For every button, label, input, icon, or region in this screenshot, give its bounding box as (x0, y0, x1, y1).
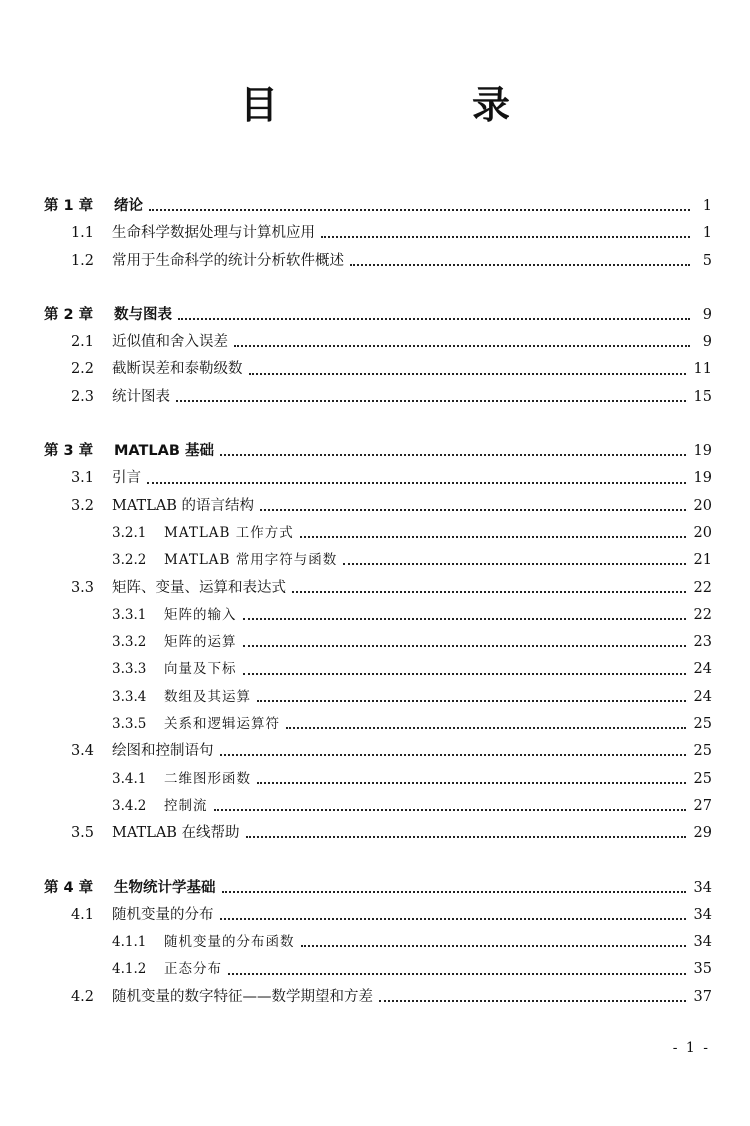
dot-leader (300, 535, 686, 538)
toc-entry-number: 2.3 (70, 388, 94, 405)
dot-leader (350, 263, 690, 266)
dot-leader (220, 917, 686, 920)
toc-entry-page: 9 (702, 334, 712, 351)
toc-entry-page: 15 (693, 388, 712, 405)
dot-leader (301, 944, 686, 947)
toc-entry-title: 常用于生命科学的统计分析软件概述 (112, 252, 344, 269)
toc-entry-number: 3.3.3 (112, 661, 147, 678)
dot-leader (257, 781, 686, 784)
dot-leader (243, 644, 686, 647)
dot-leader (228, 972, 686, 975)
toc-chapter-row[interactable] (0, 193, 750, 220)
toc-entry-title: MATLAB 基础 (114, 443, 214, 460)
toc-entry-title: 生物统计学基础 (114, 879, 216, 896)
section-gap (0, 848, 750, 875)
page-number-footer: - 1 - (672, 1040, 710, 1056)
toc-entry-page: 25 (693, 770, 712, 787)
toc-entry-page: 27 (693, 797, 712, 814)
toc-subsection-row[interactable] (0, 656, 750, 683)
dot-leader (147, 481, 686, 484)
toc-entry-number: 4.2 (70, 988, 94, 1005)
toc-entry-number: 3.4 (70, 743, 94, 760)
toc-entry-title: 引言 (112, 470, 141, 487)
toc-entry-number: 3.3.2 (112, 634, 147, 651)
dot-leader (257, 699, 686, 702)
toc-section-row[interactable] (0, 356, 750, 383)
toc-entry-number: 3.3.4 (112, 688, 147, 705)
toc-section-row[interactable] (0, 820, 750, 847)
toc-entry-number: 4.1 (70, 906, 94, 923)
toc-entry-title: 矩阵、变量、运算和表达式 (112, 579, 286, 596)
toc-entry-title: 截断误差和泰勒级数 (112, 361, 243, 378)
dot-leader (321, 235, 690, 238)
toc-entry-page: 1 (702, 225, 712, 242)
toc-entry-page: 25 (693, 716, 712, 733)
toc-entry-page: 1 (702, 198, 712, 214)
toc-entry-title: 矩阵的输入 (164, 606, 237, 623)
dot-leader (286, 726, 686, 729)
toc-entry-title: 控制流 (164, 797, 208, 814)
toc-entry-title: 随机变量的数字特征——数学期望和方差 (112, 988, 373, 1005)
toc-entry-title: 数组及其运算 (164, 688, 251, 705)
toc-section-row[interactable] (0, 465, 750, 492)
toc-section-row[interactable] (0, 329, 750, 356)
toc-entry-page: 23 (693, 634, 712, 651)
toc-entry-title: 绪论 (114, 198, 143, 214)
section-gap (0, 411, 750, 438)
toc-entry-number: 3.2 (70, 497, 94, 514)
toc-entry-number: 3.4.1 (112, 770, 147, 787)
toc-entry-page: 11 (693, 361, 712, 378)
toc-entry-page: 22 (693, 579, 712, 596)
toc-entry-page: 5 (702, 252, 712, 269)
toc-entry-number: 第 2 章 (44, 306, 94, 323)
toc-entry-number: 1.1 (70, 225, 94, 242)
dot-leader (249, 372, 686, 375)
toc-entry-number: 4.1.2 (112, 961, 147, 978)
toc-section-row[interactable] (0, 384, 750, 411)
dot-leader (243, 617, 686, 620)
toc-entry-number: 1.2 (70, 252, 94, 269)
dot-leader (214, 808, 686, 811)
toc-subsection-row[interactable] (0, 602, 750, 629)
toc-entry-number: 3.3.1 (112, 606, 147, 623)
toc-entry-page: 24 (693, 661, 712, 678)
toc-entry-title: 近似值和舍入误差 (112, 334, 228, 351)
toc-entry-number: 2.1 (70, 334, 94, 351)
toc-entry-title: 统计图表 (112, 388, 170, 405)
toc-section-row[interactable] (0, 575, 750, 602)
toc-entry-title: 生命科学数据处理与计算机应用 (112, 225, 315, 242)
toc-entry-title: 数与图表 (114, 306, 172, 323)
toc-entry-page: 22 (693, 606, 712, 623)
page-title: 目 录 (239, 83, 588, 127)
toc-section-row[interactable] (0, 220, 750, 247)
toc-entry-title: MATLAB 常用字符与函数 (164, 552, 338, 569)
toc-section-row[interactable] (0, 984, 750, 1011)
toc-subsection-row[interactable] (0, 956, 750, 983)
toc-entry-title: 关系和逻辑运算符 (164, 716, 280, 733)
dot-leader (260, 508, 685, 511)
dot-leader (343, 562, 685, 565)
toc-subsection-row[interactable] (0, 929, 750, 956)
toc-entry-number: 3.3.5 (112, 716, 147, 733)
toc-entry-page: 9 (702, 306, 712, 323)
toc-entry-page: 19 (693, 470, 712, 487)
toc-entry-number: 2.2 (70, 361, 94, 378)
toc-subsection-row[interactable] (0, 793, 750, 820)
toc-subsection-row[interactable] (0, 766, 750, 793)
dot-leader (149, 208, 690, 211)
toc-chapter-row[interactable] (0, 438, 750, 465)
toc-entry-page: 20 (693, 497, 712, 514)
toc-subsection-row[interactable] (0, 520, 750, 547)
toc-chapter-row[interactable] (0, 875, 750, 902)
toc-entry-page: 34 (693, 906, 712, 923)
toc-entry-page: 25 (693, 743, 712, 760)
toc-entry-number: 3.4.2 (112, 797, 147, 814)
dot-leader (220, 753, 686, 756)
dot-leader (379, 999, 686, 1002)
toc-subsection-row[interactable] (0, 629, 750, 656)
toc-entry-number: 3.5 (70, 825, 94, 842)
toc-entry-number: 3.1 (70, 470, 94, 487)
toc-section-row[interactable] (0, 902, 750, 929)
toc-entry-number: 3.2.1 (112, 524, 147, 541)
toc-entry-title: 正态分布 (164, 961, 222, 978)
toc-entry-title: 矩阵的运算 (164, 634, 237, 651)
toc-entry-number: 3.2.2 (112, 552, 147, 569)
toc-subsection-row[interactable] (0, 547, 750, 574)
dot-leader (234, 344, 690, 347)
toc-entry-title: MATLAB 的语言结构 (112, 497, 255, 514)
toc-entry-page: 21 (693, 552, 712, 569)
toc-subsection-row[interactable] (0, 711, 750, 738)
dot-leader (222, 890, 686, 893)
toc-entry-page: 37 (693, 988, 712, 1005)
section-gap (0, 275, 750, 302)
toc-entry-number: 第 3 章 (44, 443, 94, 460)
dot-leader (220, 453, 686, 456)
toc-entry-page: 29 (693, 825, 712, 842)
dot-leader (243, 672, 686, 675)
toc-entry-title: MATLAB 在线帮助 (112, 825, 240, 842)
toc-entry-title: 随机变量的分布函数 (164, 934, 295, 951)
toc-entry-number: 4.1.1 (112, 934, 147, 951)
toc-section-row[interactable] (0, 738, 750, 765)
toc-entry-page: 24 (693, 688, 712, 705)
table-of-contents (0, 193, 750, 1011)
toc-entry-title: 二维图形函数 (164, 770, 251, 787)
toc-subsection-row[interactable] (0, 684, 750, 711)
toc-entry-page: 35 (693, 961, 712, 978)
dot-leader (176, 399, 686, 402)
toc-entry-page: 20 (693, 524, 712, 541)
dot-leader (246, 835, 686, 838)
toc-entry-title: 向量及下标 (164, 661, 237, 678)
dot-leader (292, 590, 686, 593)
toc-section-row[interactable] (0, 493, 750, 520)
toc-entry-page: 19 (693, 443, 712, 460)
toc-entry-page: 34 (693, 879, 712, 896)
toc-entry-page: 34 (693, 934, 712, 951)
toc-entry-number: 3.3 (70, 579, 94, 596)
toc-entry-number: 第 4 章 (44, 879, 94, 896)
dot-leader (178, 317, 690, 320)
toc-chapter-row[interactable] (0, 302, 750, 329)
toc-entry-title: MATLAB 工作方式 (164, 524, 294, 541)
toc-entry-number: 第 1 章 (44, 198, 94, 214)
toc-entry-title: 绘图和控制语句 (112, 743, 214, 760)
toc-entry-title: 随机变量的分布 (112, 906, 214, 923)
toc-section-row[interactable] (0, 248, 750, 275)
